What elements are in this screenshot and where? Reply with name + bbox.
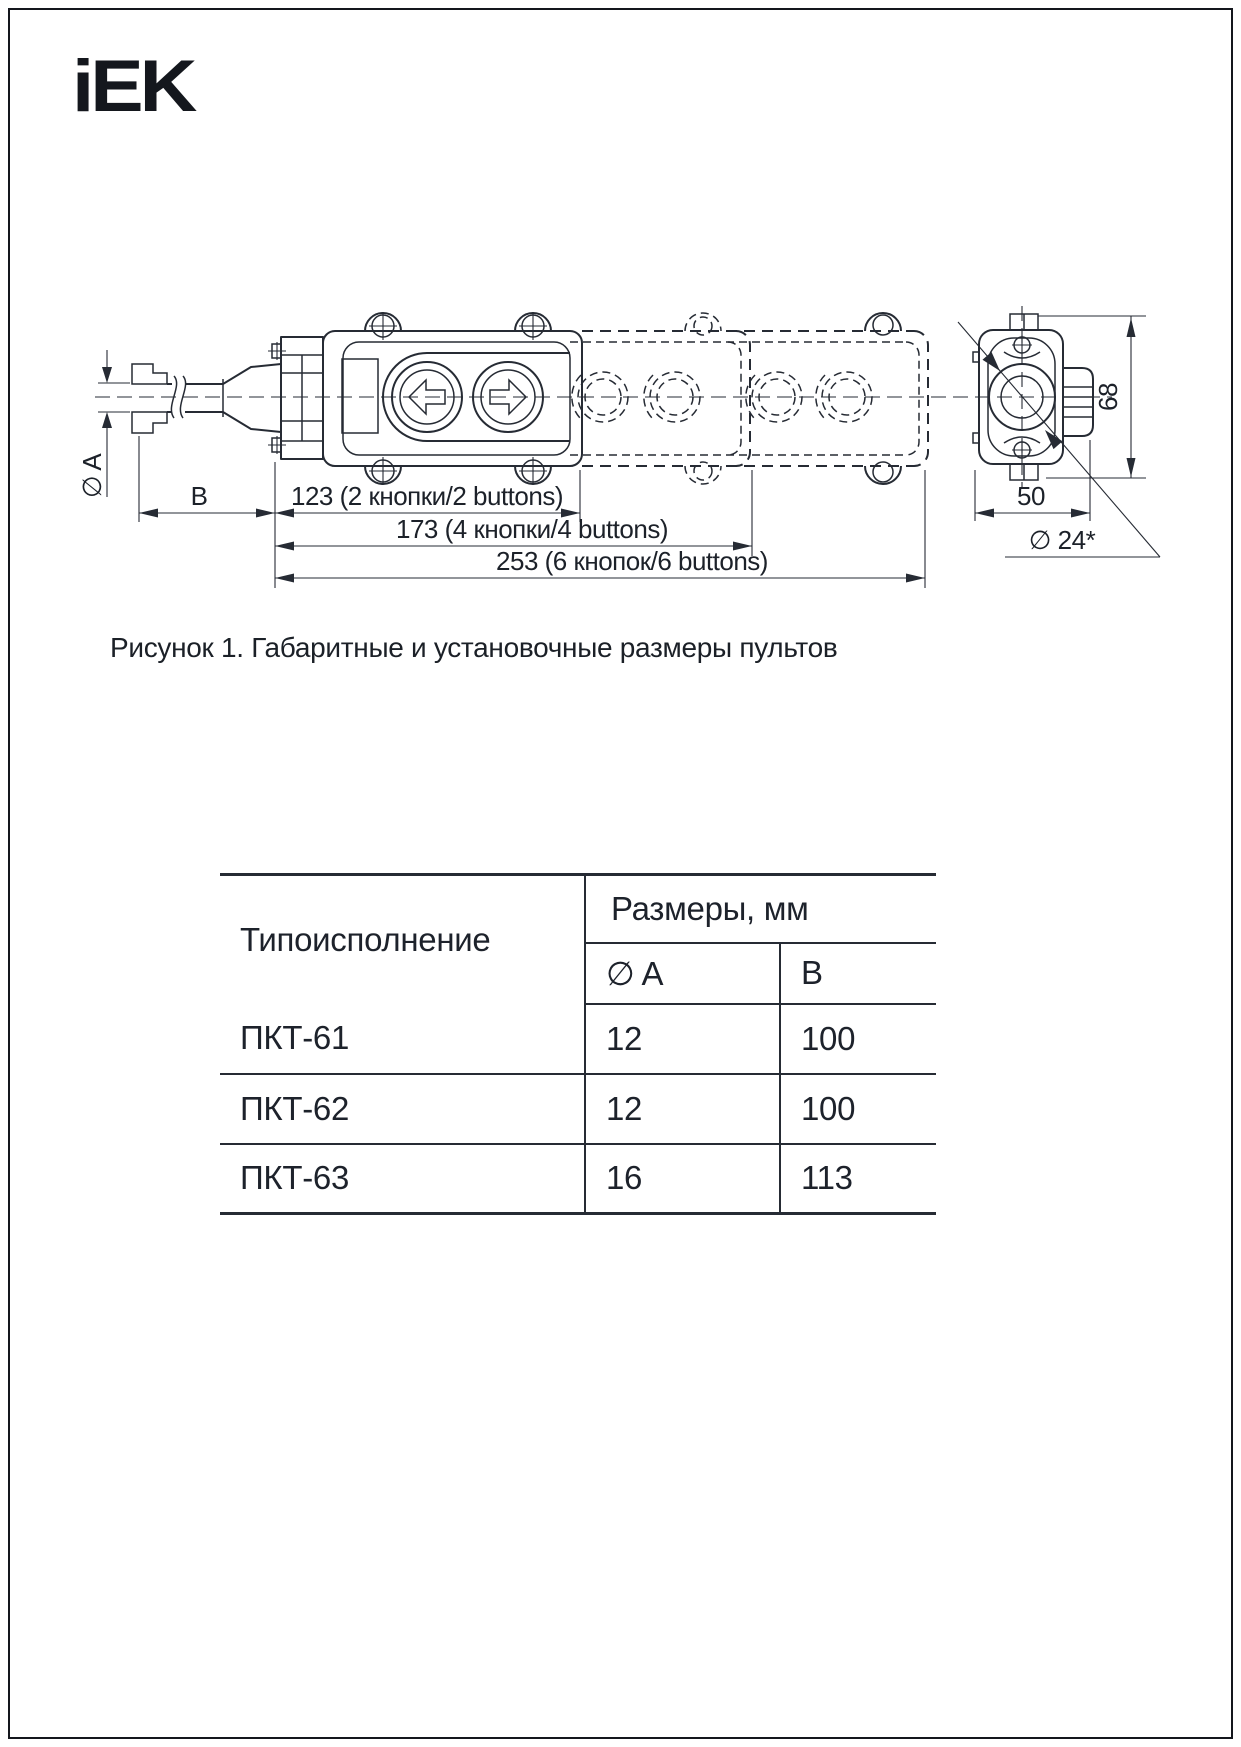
dim-50 [975,440,1090,521]
table-header-model: Типоисполнение [220,875,585,1004]
dim-height-label: 68 [1093,383,1123,411]
side-latch [1063,368,1093,436]
table-row [220,1144,936,1214]
table-subheader-dia-a: ∅ A [585,943,780,1004]
dimensional-drawing [0,0,1241,660]
dim-2btn-label: 123 (2 кнопки/2 buttons) [291,481,563,511]
dia-a-cell: 16 [585,1144,780,1214]
dim-123 [275,481,580,518]
table-row [220,1074,936,1144]
model-cell: ПКТ-63 [220,1144,585,1214]
side-view [77,312,1112,588]
dim-253 [275,546,925,583]
figure-caption: Рисунок 1. Габаритные и установочные размеры пультов [110,632,838,663]
dim-6btn-label: 253 (6 кнопок/6 buttons) [496,546,768,576]
dim-4btn-label: 173 (4 кнопки/4 buttons) [396,514,668,544]
end-view [958,306,1160,557]
cable-gland-bottom [132,412,167,433]
cable-gland-top [132,364,167,384]
dia-a-label: ∅ A [77,453,107,498]
dia-a-cell: 12 [585,1004,780,1074]
entry-bracket [268,337,323,459]
b-cell: 100 [780,1074,936,1144]
b-cell: 113 [801,1159,853,1197]
phantom-extension [570,313,928,484]
table-subheader-b: B [780,943,936,1004]
dim-b [139,481,275,518]
model-cell: ПКТ-61 [220,1004,585,1074]
dia-24-label: ∅ 24* [1028,525,1096,555]
table-row [220,1004,936,1074]
b-cell: 100 [780,1004,936,1074]
dim-cable-diameter [77,350,130,498]
iek-logo: iEK [72,44,194,127]
model-cell: ПКТ-62 [220,1074,585,1144]
strain-relief-boot [223,364,281,432]
dimensions-table [220,873,936,1215]
dim-width-label: 50 [1017,481,1045,511]
table-header-sizes: Размеры, мм [585,875,936,943]
dia-a-cell: 12 [585,1074,780,1144]
b-label: B [190,481,208,511]
dim-dia24 [958,322,1160,557]
